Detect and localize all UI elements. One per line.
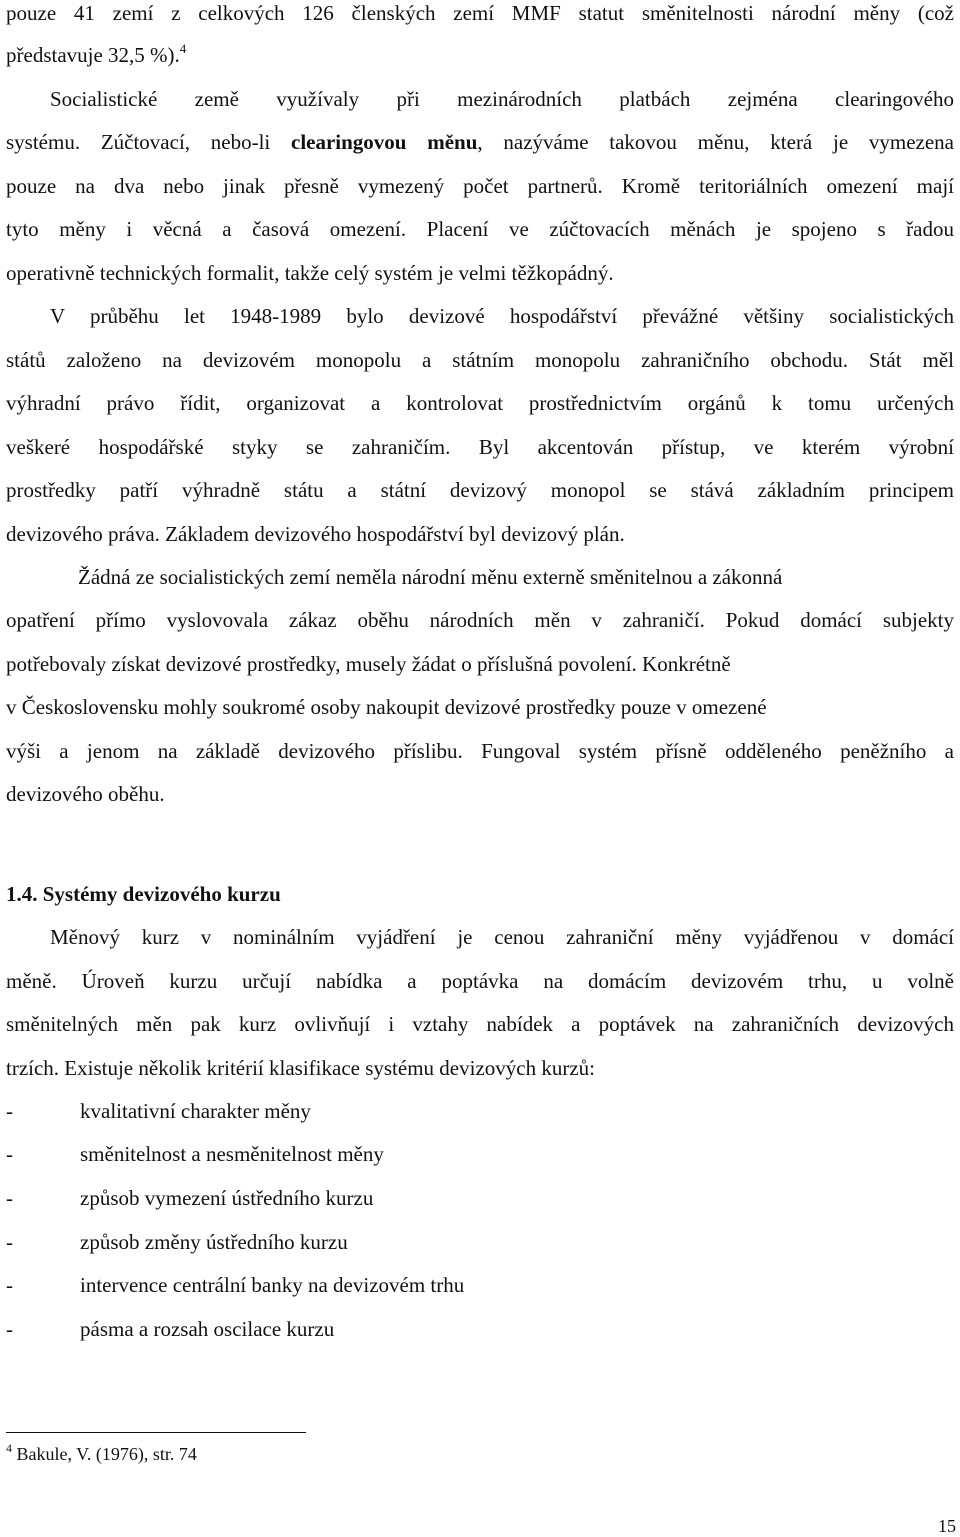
list-item (6, 1229, 348, 1255)
list-dash: - (6, 1230, 13, 1254)
paragraph-4-line-2: opatření přímo vyslovovala zákaz oběhu národních měn v zahraničí. Pokud domácí subjekty (6, 608, 954, 632)
list-item-text: způsob změny ústředního kurzu (80, 1230, 348, 1254)
section-heading: 1.4. Systémy devizového kurzu (6, 882, 281, 906)
paragraph-1-line-1: pouze 41 zemí z celkových 126 členských zemí MMF statut směnitelnosti národní měny (což (6, 1, 954, 25)
footnote (6, 1442, 197, 1466)
paragraph-1-text: představuje 32,5 %). (6, 43, 180, 67)
paragraph-2-text: , nazýváme takovou měnu, která je vymezena (477, 130, 955, 154)
paragraph-3-line-5: prostředky patří výhradně státu a státní devizový monopol se stává základním principem (6, 478, 954, 502)
footnote-reference[interactable]: 4 (179, 41, 187, 56)
list-item (6, 1185, 373, 1211)
paragraph-2-text: systému. Zúčtovací, nebo-li (6, 130, 291, 154)
paragraph-4-line-4: v Československu mohly soukromé osoby nakoupit devizové prostředky pouze v omezené (6, 695, 767, 719)
list-item-text: směnitelnost a nesměnitelnost měny (80, 1142, 384, 1166)
list-item-text: intervence centrální banky na devizovém trhu (80, 1273, 465, 1297)
paragraph-4-line-6: devizového oběhu. (6, 782, 165, 806)
paragraph-2-line-1: Socialistické země využívaly při mezinárodních platbách zejména clearingového (50, 87, 954, 111)
footnote-text: Bakule, V. (1976), str. 74 (12, 1444, 197, 1464)
paragraph-5-line-4: trzích. Existuje několik kritérií klasifikace systému devizových kurzů: (6, 1056, 595, 1080)
paragraph-2-line-4: tyto měny i věcná a časová omezení. Placení ve zúčtovacích měnách je spojeno s řadou (6, 217, 954, 241)
paragraph-3-line-2: států založeno na devizovém monopolu a státním monopolu zahraničního obchodu. Stát měl (6, 348, 954, 372)
paragraph-2-line-5: operativně technických formalit, takže celý systém je velmi těžkopádný. (6, 261, 614, 285)
list-item (6, 1272, 464, 1298)
paragraph-5-line-1: Měnový kurz v nominálním vyjádření je cenou zahraniční měny vyjádřenou v domácí (50, 925, 954, 949)
paragraph-3-line-6: devizového práva. Základem devizového hospodářství byl devizový plán. (6, 522, 625, 546)
paragraph-3-line-1: V průběhu let 1948-1989 bylo devizové hospodářství převážné většiny socialistických (50, 304, 954, 328)
paragraph-3-line-4: veškeré hospodářské styky se zahraničím. Byl akcentován přístup, ve kterém výrobní (6, 435, 954, 459)
paragraph-1-line-2 (6, 42, 186, 68)
paragraph-4-line-5: výši a jenom na základě devizového příslibu. Fungoval systém přísně odděleného peněžního a (6, 739, 954, 763)
paragraph-2-line-2 (6, 129, 954, 155)
list-item-text: způsob vymezení ústředního kurzu (80, 1186, 374, 1210)
list-dash: - (6, 1142, 13, 1166)
footnote-number: 4 (6, 1441, 12, 1455)
list-dash: - (6, 1273, 13, 1297)
list-dash: - (6, 1099, 13, 1123)
paragraph-5-line-2: měně. Úroveň kurzu určují nabídka a poptávka na domácím devizovém trhu, u volně (6, 969, 954, 993)
list-dash: - (6, 1317, 13, 1341)
page-number: 15 (938, 1516, 956, 1536)
paragraph-4-line-3: potřebovaly získat devizové prostředky, musely žádat o příslušná povolení. Konkrétně (6, 652, 731, 676)
list-item-text: kvalitativní charakter měny (80, 1099, 311, 1123)
clearing-currency-term: clearingovou měnu (291, 130, 478, 154)
list-item-text: pásma a rozsah oscilace kurzu (80, 1317, 335, 1341)
list-dash: - (6, 1186, 13, 1210)
paragraph-5-line-3: směnitelných měn pak kurz ovlivňují i vztahy nabídek a poptávek na zahraničních devizových (6, 1012, 954, 1036)
list-item (6, 1141, 384, 1167)
list-item (6, 1098, 311, 1124)
list-item (6, 1316, 334, 1342)
footnote-divider (6, 1432, 306, 1433)
paragraph-4-line-1: Žádná ze socialistických zemí neměla národní měnu externě směnitelnou a zákonná (78, 565, 783, 589)
paragraph-2-line-3: pouze na dva nebo jinak přesně vymezený počet partnerů. Kromě teritoriálních omezení mají (6, 174, 954, 198)
paragraph-3-line-3: výhradní právo řídit, organizovat a kontrolovat prostřednictvím orgánů k tomu určených (6, 391, 954, 415)
